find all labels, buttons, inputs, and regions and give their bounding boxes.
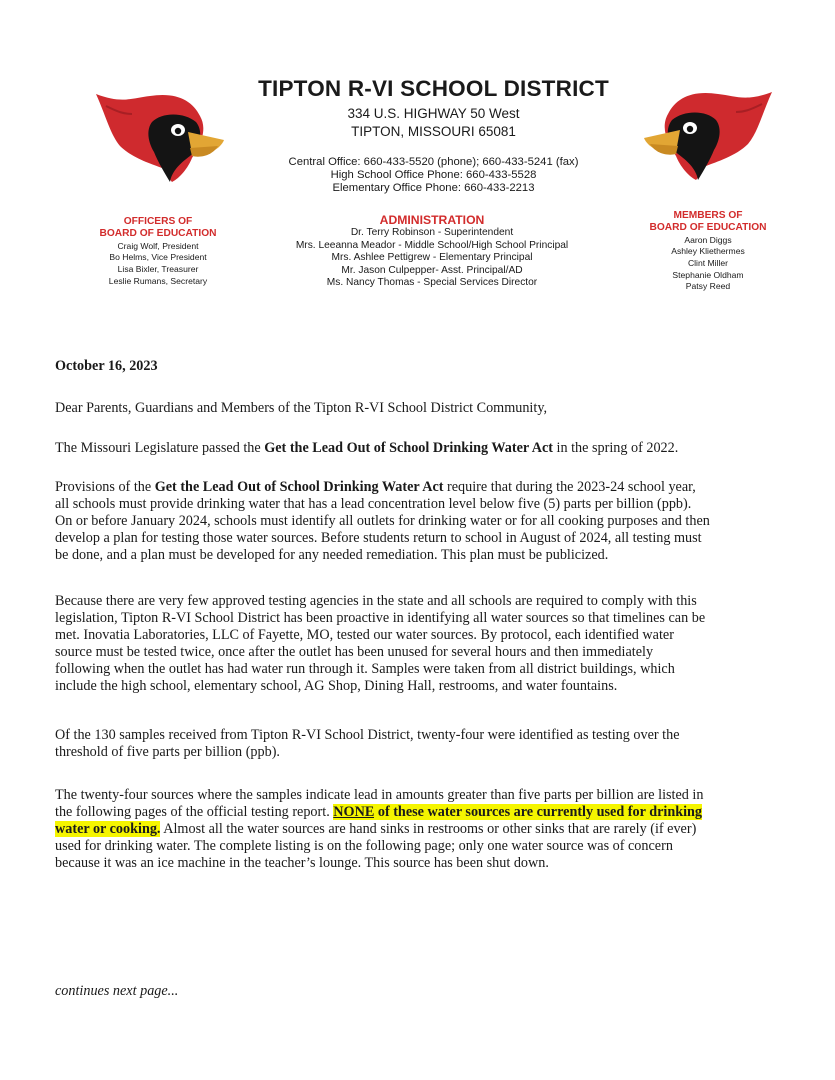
p2-text-before: Provisions of the bbox=[55, 479, 155, 495]
p5-line bbox=[55, 804, 815, 821]
p2-line: develop a plan for testing those water sources. Before students return to school in August of 2024, all testing must bbox=[55, 530, 702, 546]
members-column bbox=[628, 210, 788, 293]
p2-line: On or before January 2024, schools must identify all outlets for drinking water or for all cooking purposes and then bbox=[55, 513, 710, 529]
member-name: Stephanie Oldham bbox=[672, 269, 744, 280]
highlight-text: water or cooking. bbox=[55, 821, 161, 837]
salutation: Dear Parents, Guardians and Members of the Tipton R-VI School District Community, bbox=[55, 400, 548, 416]
administrator-name: Dr. Terry Robinson - Superintendent bbox=[350, 227, 514, 238]
p2-line: be done, and a plan must be developed for any needed remediation. This plan must be publicized. bbox=[55, 547, 609, 563]
member-name: Ashley Kliethermes bbox=[671, 246, 745, 257]
officer-name: Bo Helms, Vice President bbox=[109, 252, 207, 263]
p3-line: following when the outlet has had water run through it. Samples were taken from all district buildings, which bbox=[55, 661, 675, 677]
administrator-name: Mrs. Ashlee Pettigrew - Elementary Principal bbox=[331, 252, 533, 264]
p3-line: met. Inovatia Laboratories, LLC of Fayette, MO, tested our water sources. By protocol, each identified water bbox=[55, 627, 674, 643]
act-name: Get the Lead Out of School Drinking Water Act bbox=[264, 440, 553, 456]
p3-line: source must be tested twice, once after the outlet has been unused for several hours and then immediately bbox=[55, 644, 654, 660]
p5-line: used for drinking water. The complete listing is on the following page; only one water source was of concern bbox=[55, 838, 673, 854]
phone-high-school: High School Office Phone: 660-433-5528 bbox=[330, 169, 537, 181]
p1-text-after: in the spring of 2022. bbox=[552, 440, 679, 456]
p2-line: all schools must provide drinking water that has a lead concentration level below five (5) parts per billion (ppb). bbox=[55, 496, 692, 512]
act-name: Get the Lead Out of School Drinking Water Act bbox=[154, 479, 444, 495]
p2-text-after: require that during the 2023-24 school year, bbox=[443, 479, 696, 495]
members-title-line1: MEMBERS OF bbox=[673, 210, 743, 221]
continues-next-page: continues next page... bbox=[55, 983, 179, 999]
member-name: Patsy Reed bbox=[685, 281, 731, 292]
p3-line: Because there are very few approved testing agencies in the state and all schools are required to comply with this bbox=[55, 593, 697, 609]
phone-elementary: Elementary Office Phone: 660-433-2213 bbox=[332, 182, 535, 194]
officers-title-line1: OFFICERS OF bbox=[123, 216, 193, 227]
p1-text-before: The Missouri Legislature passed the bbox=[55, 440, 265, 456]
p5-line bbox=[55, 821, 815, 838]
p4-line: Of the 130 samples received from Tipton R-VI School District, twenty-four were identified as testing over the bbox=[55, 727, 680, 743]
p4-line: threshold of five parts per billion (ppb). bbox=[55, 744, 280, 760]
p3-line: legislation, Tipton R-VI School District has been proactive in identifying all water sources so that timelines can be bbox=[55, 610, 706, 626]
phone-central-office: Central Office: 660-433-5520 (phone); 660-433-5241 (fax) bbox=[288, 156, 579, 168]
administrator-name: Ms. Nancy Thomas - Special Services Director bbox=[326, 277, 538, 289]
member-name: Aaron Diggs bbox=[684, 234, 732, 245]
p5-text-before: the following pages of the official testing report. bbox=[55, 804, 334, 820]
paragraph-2 bbox=[55, 479, 815, 564]
officer-name: Craig Wolf, President bbox=[117, 240, 199, 251]
administrator-name: Mrs. Leeanna Meador - Middle School/High School Principal bbox=[295, 239, 569, 251]
none-emphasis: NONE bbox=[333, 804, 375, 820]
administration-column bbox=[270, 213, 594, 290]
p2-line bbox=[55, 479, 815, 496]
member-name: Clint Miller bbox=[687, 258, 729, 268]
officer-name: Lisa Bixler, Treasurer bbox=[117, 264, 199, 274]
p5-line: The twenty-four sources where the samples indicate lead in amounts greater than five parts per billion are listed in bbox=[55, 787, 704, 803]
p3-line: include the high school, elementary school, AG Shop, Dining Hall, restrooms, and water fountains. bbox=[55, 678, 618, 694]
p5-text-after: Almost all the water sources are hand sinks in restrooms or other sinks that are rarely (if ever) bbox=[160, 821, 697, 837]
paragraph-3 bbox=[55, 593, 815, 695]
letter-date: October 16, 2023 bbox=[55, 358, 158, 374]
address-line-2: TIPTON, MISSOURI 65081 bbox=[351, 124, 516, 139]
paragraph-1 bbox=[55, 440, 815, 457]
paragraph-4 bbox=[55, 727, 815, 761]
officers-title-line2: BOARD OF EDUCATION bbox=[99, 228, 217, 240]
p5-line: because it was an ice machine in the teacher’s lounge. This source has been shut down. bbox=[55, 855, 549, 871]
address-line-1: 334 U.S. HIGHWAY 50 West bbox=[347, 106, 520, 121]
administrator-name: Mr. Jason Culpepper- Asst. Principal/AD bbox=[341, 264, 523, 276]
officers-column bbox=[72, 216, 244, 287]
highlight-text: of these water sources are currently used for drinking bbox=[374, 804, 703, 820]
members-title-line2: BOARD OF EDUCATION bbox=[649, 222, 767, 234]
administration-title: ADMINISTRATION bbox=[379, 213, 485, 227]
paragraph-5 bbox=[55, 787, 815, 872]
district-name: TIPTON R-VI SCHOOL DISTRICT bbox=[258, 76, 609, 101]
officer-name: Leslie Rumans, Secretary bbox=[108, 275, 208, 286]
